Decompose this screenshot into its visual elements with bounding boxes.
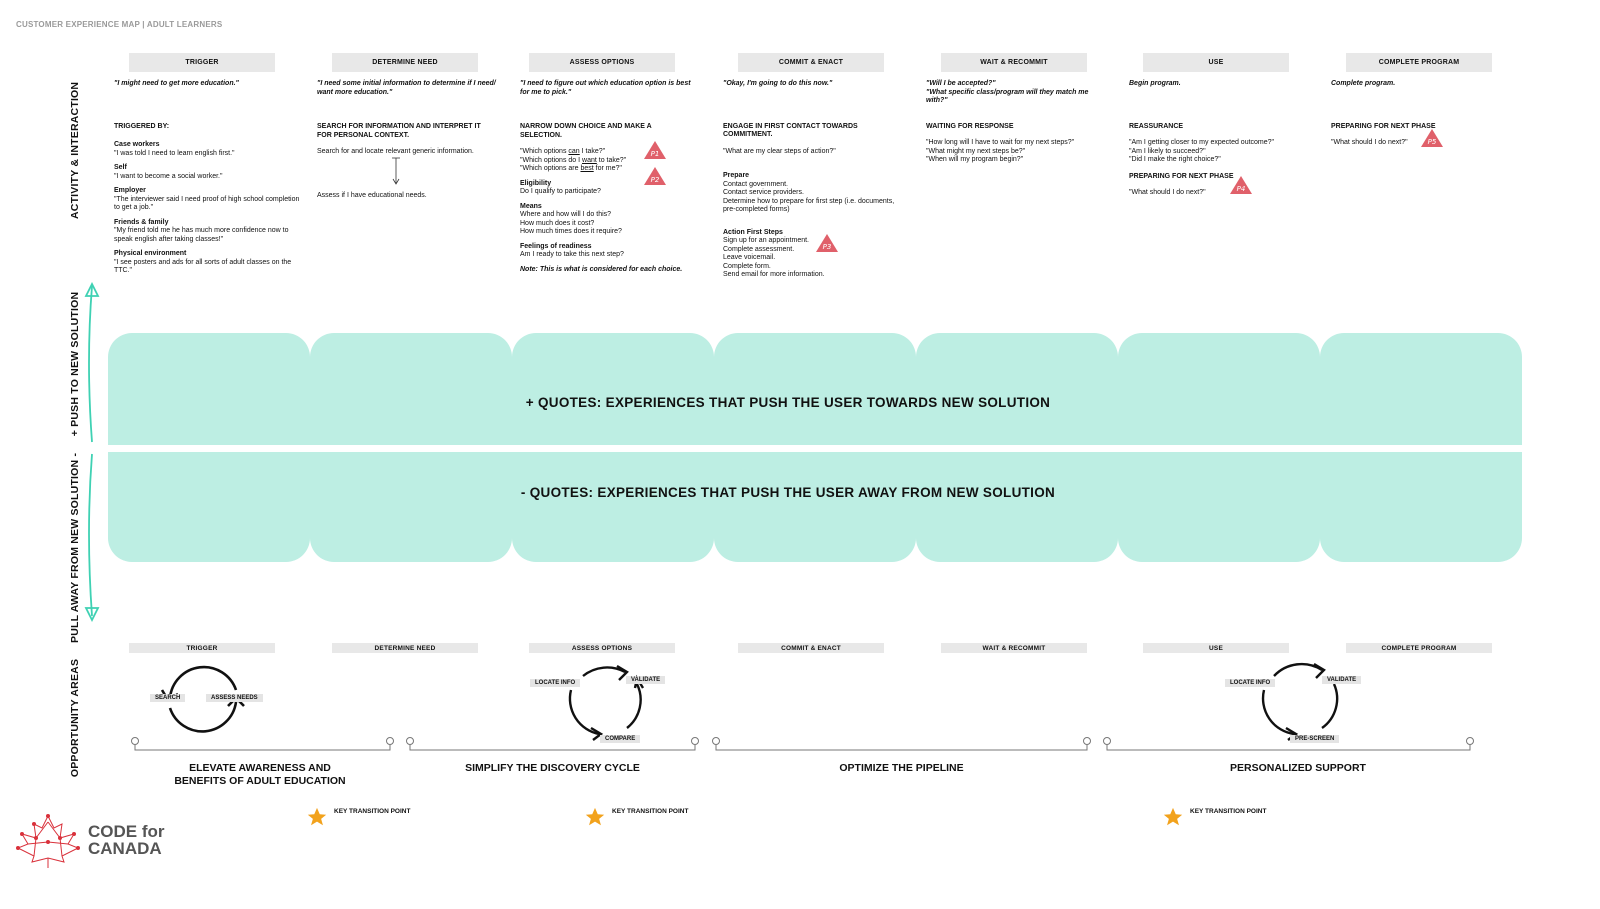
assess-item-desc: Am I ready to take this next step? [520, 251, 624, 258]
column-assess-options [520, 80, 695, 274]
negative-quote-lane [108, 452, 310, 562]
cycle-label-compare: COMPARE [600, 735, 640, 743]
positive-quote-lane [916, 333, 1118, 445]
text: best [580, 165, 594, 172]
wait-quote: "Will I be accepted?" "What specific class/program will they match me with?" [926, 80, 1089, 104]
use-head: REASSURANCE [1129, 122, 1184, 130]
side-label-activity: ACTIVITY & INTERACTION [69, 81, 81, 219]
column-use [1129, 80, 1309, 198]
star-icon [584, 806, 606, 828]
side-label-opportunity: OPPORTUNITY AREAS [69, 658, 81, 778]
trigger-item-desc: "I want to become a social worker." [114, 172, 223, 180]
use-desc2: "What should I do next?" [1129, 189, 1206, 196]
pain-point-icon [643, 166, 667, 186]
positive-quote-lane [108, 333, 310, 445]
assess-note: Note: This is what is considered for each choice. [520, 265, 683, 273]
key-transition-point [306, 806, 410, 828]
determine-head: SEARCH FOR INFORMATION AND INTERPRET IT FOR PERSONAL CONTEXT. [317, 123, 481, 139]
phase-header: COMPLETE PROGRAM [1346, 53, 1492, 72]
complete-quote: Complete program. [1331, 80, 1396, 87]
phase-footer: COMMIT & ENACT [738, 643, 884, 653]
positive-quote-lane [714, 333, 916, 445]
phase-footer: DETERMINE NEED [332, 643, 478, 653]
pain-point-icon [815, 233, 839, 253]
negative-quote-lane [512, 452, 714, 562]
determine-line2-text: Assess if I have educational needs. [317, 192, 427, 199]
column-commit-enact [723, 80, 903, 280]
negative-quote-lane [310, 452, 512, 562]
text: I take?" [579, 148, 606, 155]
negative-quote-lane [916, 452, 1118, 562]
trigger-item-title: Physical environment [114, 250, 187, 257]
column-trigger [114, 80, 304, 276]
trigger-item-title: Self [114, 164, 127, 171]
pain-point-label: P2 [650, 176, 660, 184]
assess-question-best [520, 165, 695, 174]
column-determine-need [317, 80, 497, 157]
key-transition-label: KEY TRANSITION POINT [1190, 807, 1267, 815]
commit-quote: "Okay, I'm going to do this now." [723, 80, 833, 87]
trigger-item-desc: "My friend told me he has much more confidence now to speak english after taking classes!" [114, 227, 289, 243]
commit-item-title: Prepare [723, 172, 750, 179]
use-desc: "Am I getting closer to my expected outcome?" "Am I likely to succeed?" "Did I make the right choice?" [1129, 139, 1275, 163]
phase-footer: TRIGGER [129, 643, 275, 653]
assess-item-title: Means [520, 202, 542, 210]
trigger-item-title: Employer [114, 187, 146, 194]
complete-head: PREPARING FOR NEXT PHASE [1331, 122, 1436, 130]
cycle-label-assess-needs: ASSESS NEEDS [206, 694, 263, 702]
negative-band-label: - QUOTES: EXPERIENCES THAT PUSH THE USER AWAY FROM NEW SOLUTION [520, 485, 1056, 500]
code-for-canada-logo [14, 812, 165, 868]
assess-question-want [520, 157, 695, 166]
phase-footer: COMPLETE PROGRAM [1346, 643, 1492, 653]
key-transition-point [584, 806, 688, 828]
cycle-label-validate: VALIDATE [1322, 676, 1361, 684]
document-title: CUSTOMER EXPERIENCE MAP | ADULT LEARNERS [16, 20, 223, 29]
pain-point-icon [1229, 175, 1253, 195]
key-transition-point [1162, 806, 1266, 828]
phase-header: ASSESS OPTIONS [529, 53, 675, 72]
pain-point-icon [643, 140, 667, 160]
pain-point-label: P4 [1236, 185, 1246, 193]
negative-quote-lane [1118, 452, 1320, 562]
opportunity-title: OPTIMIZE THE PIPELINE [839, 762, 964, 774]
trigger-quote: "I might need to get more education." [114, 80, 239, 87]
pain-point-label: P3 [822, 243, 832, 251]
phase-header: WAIT & RECOMMIT [941, 53, 1087, 72]
trigger-head: TRIGGERED BY: [114, 122, 170, 130]
down-arrow-icon [390, 157, 402, 187]
trigger-item-desc: "The interviewer said I need proof of high school completion to get a job." [114, 195, 300, 211]
key-transition-label: KEY TRANSITION POINT [334, 807, 411, 815]
logo-text-line1: CODE for [88, 822, 165, 841]
positive-quote-lane [1118, 333, 1320, 445]
text: "Which options do I [520, 156, 583, 164]
text: "Which options [520, 148, 569, 155]
star-icon [1162, 806, 1184, 828]
trigger-item-title: Friends & family [114, 218, 169, 226]
maple-leaf-icon [14, 812, 82, 868]
side-label-pull: PULL AWAY FROM NEW SOLUTION - [69, 452, 81, 643]
cycle-label-locate-info: LOCATE INFO [1225, 679, 1275, 687]
positive-quote-lane [512, 333, 714, 445]
trigger-item-desc: "I was told I need to learn english first." [114, 149, 235, 157]
cycle-label-validate: VALIDATE [626, 676, 665, 684]
complete-desc: "What should I do next?" [1331, 139, 1408, 146]
positive-band-label: + QUOTES: EXPERIENCES THAT PUSH THE USER TOWARDS NEW SOLUTION [525, 395, 1051, 410]
phase-header: COMMIT & ENACT [738, 53, 884, 72]
key-transition-label: KEY TRANSITION POINT [612, 807, 689, 815]
star-icon [306, 806, 328, 828]
text: want [582, 156, 597, 164]
negative-quote-lane [1320, 452, 1522, 562]
determine-quote: "I need some initial information to determine if I need/ want more education." [317, 80, 496, 96]
text: "Which options are [520, 165, 581, 172]
use-head2: PREPARING FOR NEXT PHASE [1129, 172, 1234, 180]
trigger-item-title: Case workers [114, 141, 160, 148]
determine-line2 [317, 192, 497, 201]
text: can [568, 148, 580, 155]
phase-header: USE [1143, 53, 1289, 72]
assess-quote: "I need to figure out which education option is best for me to pick." [520, 80, 691, 96]
text: to take?" [596, 156, 627, 164]
commit-item-desc: Sign up for an appointment. Complete assessment. Leave voicemail. Complete form. Send email for more information. [723, 237, 825, 278]
phase-footer: USE [1143, 643, 1289, 653]
opportunity-brackets [0, 730, 1600, 760]
commit-question: "What are my clear steps of action?" [723, 147, 836, 155]
opportunity-title: ELEVATE AWARENESS AND BENEFITS OF ADULT EDUCATION [174, 762, 346, 787]
positive-quote-lane [1320, 333, 1522, 445]
negative-quote-lane [714, 452, 916, 562]
determine-line1: Search for and locate relevant generic information. [317, 148, 474, 155]
text: for me?" [593, 165, 622, 172]
assess-head: NARROW DOWN CHOICE AND MAKE A SELECTION. [520, 123, 652, 139]
commit-item-desc: Contact government. Contact service providers. Determine how to prepare for first step (i.e. documents, pre-completed forms) [723, 180, 895, 213]
trigger-item-desc: "I see posters and ads for all sorts of adult classes on the TTC." [114, 258, 292, 274]
phase-footer: ASSESS OPTIONS [529, 643, 675, 653]
pain-point-label: P1 [650, 150, 660, 158]
assess-item-title: Feelings of readiness [520, 242, 592, 250]
positive-quote-lane [310, 333, 512, 445]
use-quote: Begin program. [1129, 80, 1181, 87]
side-label-push: + PUSH TO NEW SOLUTION [69, 291, 81, 437]
pain-point-label: P5 [1427, 138, 1437, 146]
push-pull-arrow [80, 282, 104, 622]
opportunity-title: PERSONALIZED SUPPORT [1230, 762, 1366, 774]
assess-item-desc: Do I qualify to participate? [520, 188, 601, 195]
column-wait-recommit [926, 80, 1106, 165]
opportunity-title: SIMPLIFY THE DISCOVERY CYCLE [465, 762, 640, 774]
logo-text-line2: CANADA [88, 839, 162, 858]
commit-head: ENGAGE IN FIRST CONTACT TOWARDS COMMITMENT. [723, 122, 858, 138]
cycle-label-locate-info: LOCATE INFO [530, 679, 580, 687]
commit-item-title: Action First Steps [723, 228, 783, 236]
cycle-label-search: SEARCH [150, 694, 185, 702]
cycle-label-pre-screen: PRE-SCREEN [1290, 735, 1339, 743]
wait-desc: "How long will I have to wait for my next steps?" "What might my next steps be?" "When will my program begin?" [926, 139, 1075, 163]
assess-question-can [520, 148, 695, 157]
wait-head: WAITING FOR RESPONSE [926, 122, 1014, 130]
phase-header: DETERMINE NEED [332, 53, 478, 72]
phase-header: TRIGGER [129, 53, 275, 72]
assess-item-desc: Where and how will I do this? How much does it cost? How much times does it require? [520, 211, 622, 235]
phase-footer: WAIT & RECOMMIT [941, 643, 1087, 653]
pain-point-icon [1420, 128, 1444, 148]
assess-item-title: Eligibility [520, 179, 552, 187]
